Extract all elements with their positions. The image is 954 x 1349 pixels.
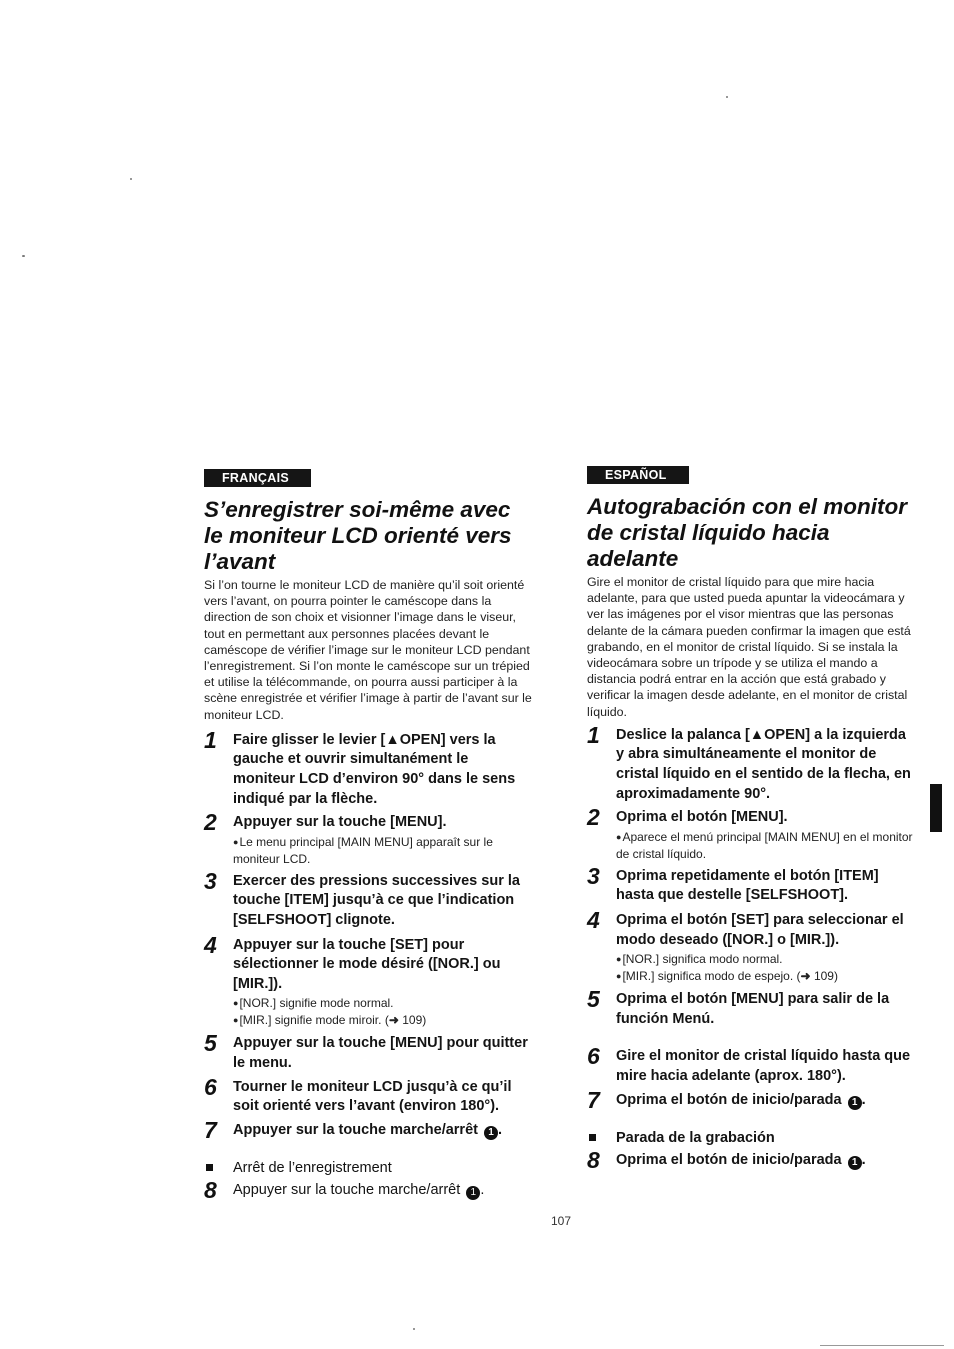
scan-speck	[130, 178, 132, 180]
page-reference: 109	[813, 969, 834, 984]
step-number: 5	[587, 986, 600, 1013]
scan-edge-line	[820, 1345, 944, 1346]
bullet-icon: ●	[233, 1015, 239, 1026]
step-note: ●[MIR.] significa modo de espejo. (➜ 109)	[616, 969, 838, 984]
step-number: 4	[587, 906, 600, 933]
bullet-icon: ●	[616, 831, 622, 842]
section-title-french: S’enregistrer soi-même avec le moniteur LCD orienté vers l’avant	[204, 497, 512, 574]
step-1-spanish: 1 Deslice la palanca [▲OPEN] a la izquierda y abra simultáneamente el monitor de cristal líquido en el sentido de la flecha, en aproximadamente 90°.	[587, 721, 911, 802]
step-number: 5	[204, 1030, 217, 1057]
intro-paragraph-french: Si l’on tourne le moniteur LCD de manière qu’il soit orienté vers l’avant, on pourra pointer le caméscope dans la direction de son choix et visionner l’image dans le viseur, tout en permettant aux personnes placées devant le caméscope de vérifier l’image sur le moniteur LCD pendant l’enregistrement. Si l’on monte le caméscope sur un trépied et utilise la télécommande, on pourra aussi participer à la scène enregistrée et vérifier l’image à partir de l’avant sur le moniteur LCD.	[204, 578, 532, 722]
step-6-spanish: 6 Gire el monitor de cristal líquido hasta que mire hacia adelante (aprox. 180°).	[587, 1043, 911, 1084]
open-triangle-icon: ▲	[749, 726, 765, 743]
step-2-spanish: 2 Oprima el botón [MENU]. ●Aparece el menú principal [MAIN MENU] en el monitor de cristal líquido.	[587, 808, 917, 862]
step-note: ●[MIR.] signifie mode miroir. (➜ 109)	[233, 1013, 427, 1028]
step-number: 8	[204, 1176, 217, 1203]
language-tab-french: FRANÇAIS	[204, 469, 311, 487]
step-6-french: 6 Tourner le moniteur LCD jusqu’à ce qu’il soit orienté vers l’avant (environ 180°).	[204, 1073, 512, 1115]
step-number: 1	[587, 721, 600, 748]
step-8-spanish: 8 Oprima el botón de inicio/parada 1 .	[587, 1146, 866, 1173]
bullet-icon: ●	[233, 836, 239, 847]
language-tab-spanish: ESPAÑOL	[587, 466, 689, 484]
bullet-icon: ●	[233, 998, 239, 1009]
step-5-french: 5 Appuyer sur la touche [MENU] pour quitter le menu.	[204, 1030, 528, 1071]
french-column	[204, 469, 532, 1201]
section-title-spanish: Autograbación con el monitor de cristal líquido hacia adelante	[587, 494, 908, 571]
step-4-spanish: 4 Oprima el botón [SET] para seleccionar el modo deseado ([NOR.] o [MIR.]). ●[NOR.] significa modo normal. ●[MIR.] significa modo de espejo. (➜ 109)	[587, 911, 917, 985]
step-number: 6	[587, 1043, 600, 1070]
step-note: ●[NOR.] signifie mode normal.	[233, 996, 394, 1011]
section-thumb-tab	[930, 784, 942, 832]
step-note: ●Aparece el menú principal [MAIN MENU] en el monitor de cristal líquido.	[616, 829, 913, 861]
stop-heading-spanish: Parada de la grabación	[587, 1129, 917, 1149]
square-bullet-icon	[206, 1164, 213, 1171]
spanish-column	[587, 466, 917, 1173]
page-number: 107	[551, 1214, 572, 1228]
step-note: ●[NOR.] significa modo normal.	[616, 952, 783, 967]
bullet-icon: ●	[616, 971, 622, 982]
step-7-spanish: 7 Oprima el botón de inicio/parada 1 .	[587, 1086, 866, 1113]
start-stop-button-icon: 1	[848, 1096, 862, 1110]
page-reference: 109	[402, 1013, 423, 1028]
step-note: ●Le menu principal [MAIN MENU] apparaît sur le moniteur LCD.	[233, 834, 493, 866]
start-stop-button-icon: 1	[848, 1156, 862, 1170]
square-bullet-icon	[589, 1134, 596, 1141]
step-number: 4	[204, 931, 217, 958]
step-3-french: 3 Exercer des pressions successives sur la touche [ITEM] jusqu’à ce que l’indication [SELFSHOOT] clignote.	[204, 867, 520, 928]
step-3-spanish: 3 Oprima repetidamente el botón [ITEM] hasta que destelle [SELFSHOOT].	[587, 862, 879, 904]
page-ref-arrow-icon: ➜	[388, 1013, 399, 1028]
step-number: 6	[204, 1073, 217, 1100]
step-1-french: 1 Faire glisser le levier [▲OPEN] vers la gauche et ouvrir simultanément le moniteur LCD d’environ 90° dans le sens indiqué par la flèche.	[204, 726, 516, 807]
step-2-french: 2 Appuyer sur la touche [MENU]. ●Le menu principal [MAIN MENU] apparaît sur le moniteur LCD.	[204, 813, 532, 867]
step-number: 2	[587, 804, 600, 831]
intro-paragraph-spanish: Gire el monitor de cristal líquido para que mire hacia adelante, para que usted pueda apuntar la videocámara y ver las imágenes por el visor mientras que las personas delante de la cámara pueden confirmar la imagen que está grabando, en el monitor de cristal líquido. Si se instala la videocámara sobre un trípode y se utiliza el mando a distancia podrá entrar en la acción que está grabado y verificar la imagen desde adelante, en el monitor de cristal líquido.	[587, 575, 911, 719]
start-stop-button-icon: 1	[484, 1126, 498, 1140]
bullet-icon: ●	[616, 954, 622, 965]
step-number: 7	[204, 1116, 217, 1143]
open-triangle-icon: ▲	[385, 731, 400, 748]
step-number: 1	[204, 726, 217, 753]
step-5-spanish: 5 Oprima el botón [MENU] para salir de la función Menú.	[587, 986, 890, 1027]
page-ref-arrow-icon: ➜	[800, 969, 811, 984]
step-number: 8	[587, 1146, 600, 1173]
scan-speck	[22, 255, 25, 257]
step-8-french: 8 Appuyer sur la touche marche/arrêt 1 .	[204, 1176, 485, 1203]
step-number: 3	[204, 867, 217, 894]
step-number: 2	[204, 809, 217, 836]
start-stop-button-icon: 1	[466, 1186, 480, 1200]
scan-speck	[726, 96, 728, 98]
step-4-french: 4 Appuyer sur la touche [SET] pour sélectionner le mode désiré ([NOR.] ou [MIR.]). ●[NOR.] signifie mode normal. ●[MIR.] signifie mode miroir. (➜ 109)	[204, 936, 532, 1030]
step-number: 7	[587, 1086, 600, 1113]
step-7-french: 7 Appuyer sur la touche marche/arrêt 1 .	[204, 1116, 503, 1143]
step-number: 3	[587, 862, 600, 889]
scan-speck	[413, 1328, 415, 1330]
stop-heading-french: Arrêt de l’enregistrement	[204, 1159, 532, 1179]
